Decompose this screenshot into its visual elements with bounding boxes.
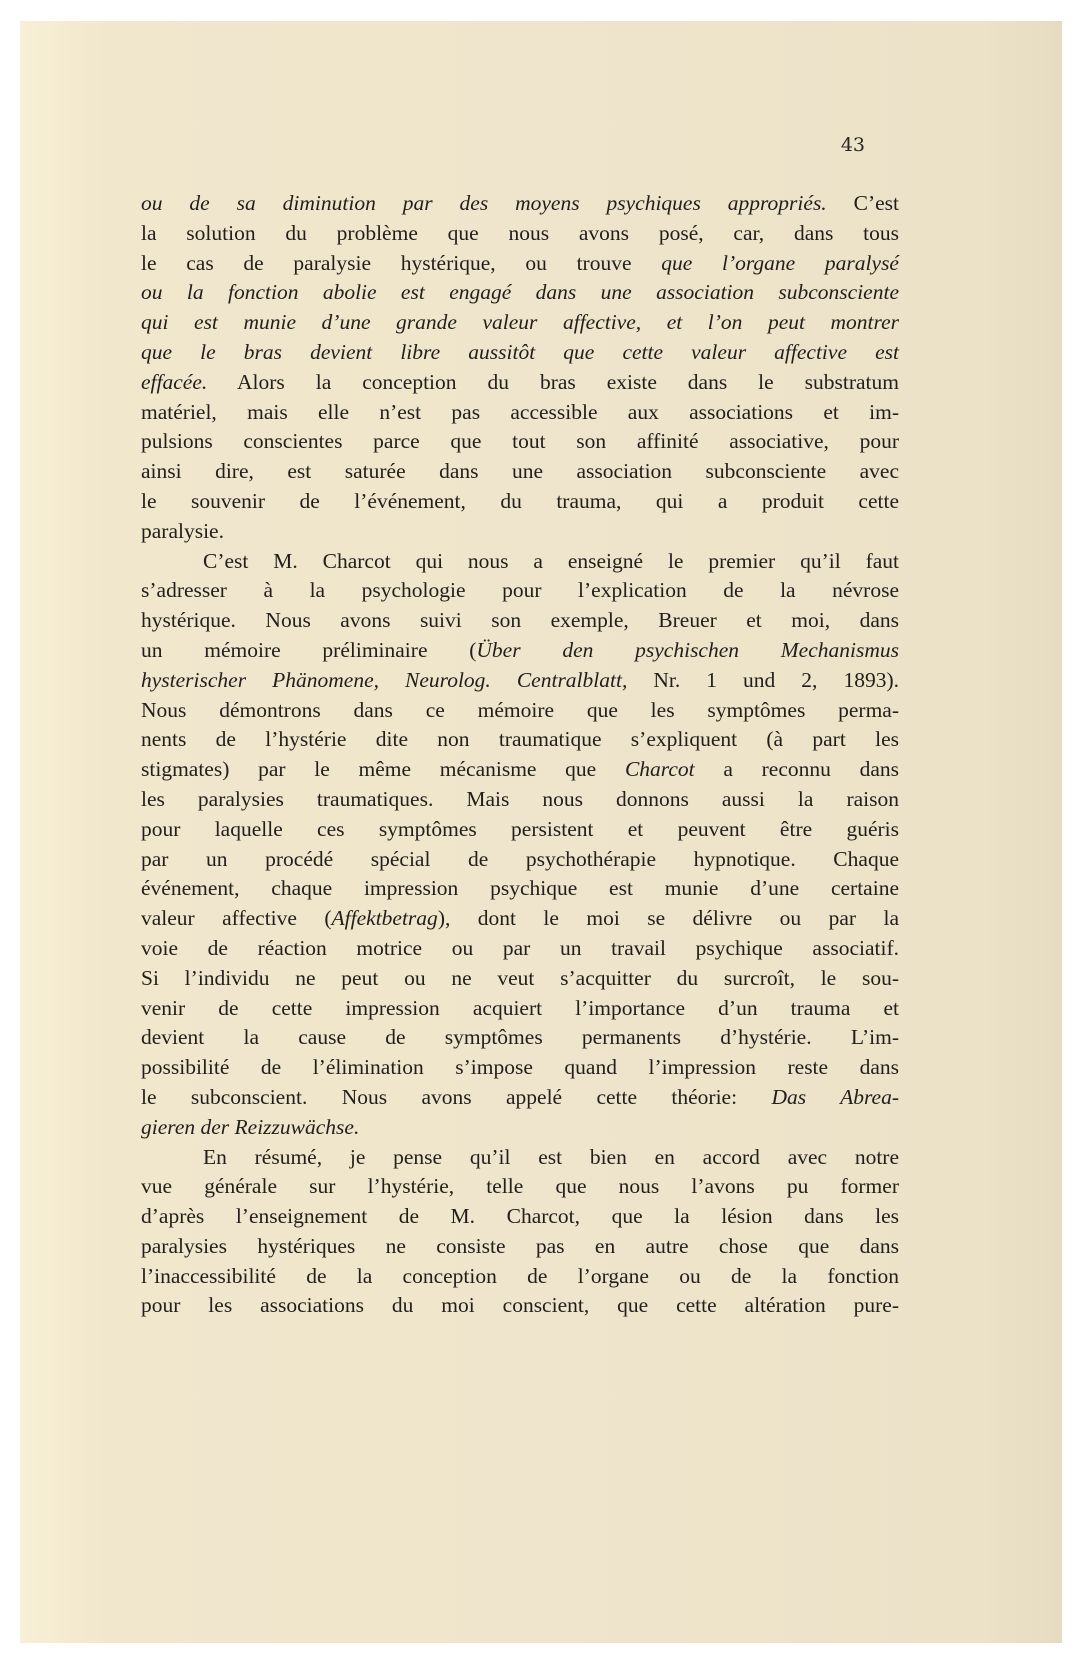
- text-run: le souvenir de l’événement, du trauma, qui a produit cette: [141, 488, 899, 513]
- text-run: Si l’individu ne peut ou ne veut s’acquitter du surcroît, le sou-: [141, 965, 899, 990]
- text-line: [141, 398, 899, 428]
- text-run: a reconnu dans: [694, 757, 899, 782]
- text-run: par un procédé spécial de psychothérapie hypnotique. Chaque: [141, 846, 899, 871]
- text-line: [141, 308, 899, 338]
- text-run: les paralysies traumatiques. Mais nous donnons aussi la raison: [141, 786, 899, 811]
- text-line: [141, 547, 899, 577]
- text-run: pour les associations du moi conscient, que cette altération pure-: [141, 1293, 899, 1318]
- text-line: [141, 815, 899, 845]
- text-line: [141, 934, 899, 964]
- text-line: [141, 1291, 899, 1321]
- text-run: le subconscient. Nous avons appelé cette théorie:: [141, 1084, 772, 1109]
- text-line: [141, 368, 899, 398]
- text-line: [141, 517, 899, 547]
- text-line: [141, 725, 899, 755]
- text-line: [141, 964, 899, 994]
- text-run: valeur affective (: [141, 906, 332, 931]
- italic-text: Über den psychischen Mechanismus: [476, 637, 900, 662]
- italic-text: Charcot: [624, 757, 695, 782]
- italic-text: hysterischer Phänomene, Neurolog. Centralblatt,: [141, 667, 628, 692]
- text-line: [141, 874, 899, 904]
- text-run: événement, chaque impression psychique est munie d’une certaine: [141, 876, 899, 901]
- text-line: [141, 755, 899, 785]
- page-number: 43: [840, 134, 865, 156]
- text-run: le cas de paralysie hystérique, ou trouve: [141, 250, 662, 275]
- text-run: pour laquelle ces symptômes persistent et peuvent être guéris: [141, 816, 899, 841]
- italic-text: que l’organe paralysé: [661, 250, 899, 275]
- text-run: possibilité de l’élimination s’impose quand l’impression reste dans: [141, 1055, 899, 1080]
- text-run: voie de réaction motrice ou par un travail psychique associatif.: [141, 935, 899, 960]
- text-line: [141, 845, 899, 875]
- text-line: [141, 1232, 899, 1262]
- text-run: l’inaccessibilité de la conception de l’organe ou de la fonction: [141, 1263, 899, 1288]
- text-run: matériel, mais elle n’est pas accessible aux associations et im-: [141, 399, 899, 424]
- text-line: [141, 1023, 899, 1053]
- scanned-book-page: [20, 21, 1062, 1643]
- text-run: un mémoire préliminaire (: [141, 637, 477, 662]
- text-line: [141, 338, 899, 368]
- text-line: [141, 1172, 899, 1202]
- text-run: Nous démontrons dans ce mémoire que les symptômes perma-: [141, 697, 899, 722]
- text-run: d’après l’enseignement de M. Charcot, que la lésion dans les: [141, 1204, 899, 1229]
- text-run: pulsions conscientes parce que tout son affinité associative, pour: [141, 429, 899, 454]
- italic-text: Das Abrea-: [771, 1084, 899, 1109]
- text-run: paralysie.: [141, 518, 224, 543]
- text-run: hystérique. Nous avons suivi son exemple, Breuer et moi, dans: [141, 608, 899, 633]
- text-line: [141, 904, 899, 934]
- text-run: Nr. 1 und 2, 1893).: [627, 667, 899, 692]
- text-line: [141, 249, 899, 279]
- text-line: [141, 487, 899, 517]
- text-run: nents de l’hystérie dite non traumatique s’expliquent (à part les: [141, 727, 899, 752]
- text-run: ainsi dire, est saturée dans une association subconsciente avec: [141, 459, 899, 484]
- text-line: [141, 994, 899, 1024]
- text-line: [141, 278, 899, 308]
- text-line: [141, 785, 899, 815]
- italic-text: effacée.: [141, 369, 208, 394]
- text-line: [141, 1083, 899, 1113]
- text-run: devient la cause de symptômes permanents d’hystérie. L’im-: [141, 1025, 899, 1050]
- text-run: vue générale sur l’hystérie, telle que nous l’avons pu former: [141, 1174, 899, 1199]
- text-run: Alors la conception du bras existe dans le substratum: [207, 369, 899, 394]
- italic-text: que le bras devient libre aussitôt que cette valeur affective est: [141, 339, 899, 364]
- text-run: venir de cette impression acquiert l’importance d’un trauma et: [141, 995, 899, 1020]
- text-run: ), dont le moi se délivre ou par la: [437, 906, 899, 931]
- text-run: C’est: [826, 191, 899, 215]
- italic-text: gieren der Reizzuwächse.: [141, 1114, 360, 1139]
- text-line: [141, 606, 899, 636]
- italic-text: ou de sa diminution par des moyens psychiques appropriés.: [141, 191, 827, 215]
- text-line: [141, 696, 899, 726]
- text-run: paralysies hystériques ne consiste pas en autre chose que dans: [141, 1233, 899, 1258]
- text-line: [141, 219, 899, 249]
- text-line: [141, 576, 899, 606]
- text-line: [141, 1113, 899, 1143]
- text-line: [141, 666, 899, 696]
- text-line: [141, 427, 899, 457]
- text-run: En résumé, je pense qu’il est bien en accord avec notre: [203, 1144, 899, 1169]
- text-line: [141, 1262, 899, 1292]
- italic-text: ou la fonction abolie est engagé dans une association subconsciente: [141, 280, 899, 305]
- text-line: [141, 1053, 899, 1083]
- text-line: [141, 189, 899, 219]
- text-run: C’est M. Charcot qui nous a enseigné le premier qu’il faut: [203, 548, 899, 573]
- body-text: [141, 189, 899, 1321]
- text-run: la solution du problème que nous avons posé, car, dans tous: [141, 220, 899, 245]
- text-line: [141, 1143, 899, 1173]
- text-run: s’adresser à la psychologie pour l’explication de la névrose: [141, 578, 899, 603]
- text-line: [141, 636, 899, 666]
- italic-text: qui est munie d’une grande valeur affective, et l’on peut montrer: [141, 310, 899, 335]
- text-line: [141, 457, 899, 487]
- text-line: [141, 1202, 899, 1232]
- italic-text: Affektbetrag: [331, 906, 438, 931]
- text-run: stigmates) par le même mécanisme que: [141, 757, 625, 782]
